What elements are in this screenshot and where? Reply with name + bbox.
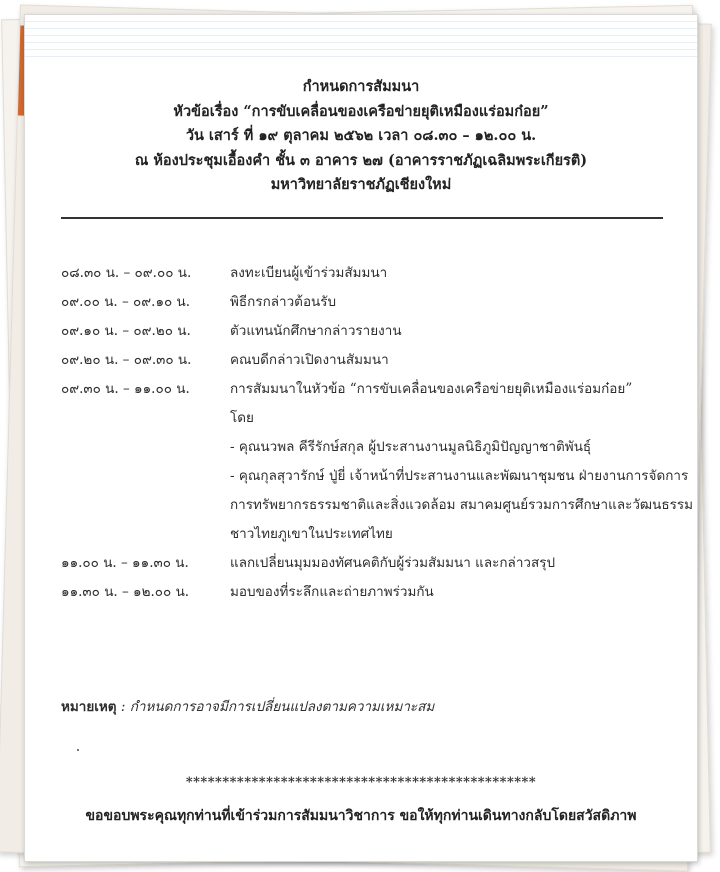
speaker-line: - คุณนวพล คีรีรักษ์สกุล ผู้ประสานงานมูลนิธิภูมิปัญญาชาติพันธุ์ xyxy=(230,439,592,455)
remark xyxy=(61,695,434,717)
schedule-time: ๑๑.๐๐ น. – ๑๑.๓๐ น. xyxy=(61,555,189,571)
schedule-time: ๐๘.๓๐ น. – ๐๙.๐๐ น. xyxy=(61,265,192,281)
schedule-time: ๐๙.๓๐ น. – ๑๑.๐๐ น. xyxy=(61,381,190,397)
schedule-row xyxy=(61,317,686,346)
activity-line: ตัวแทนนักศึกษากล่าวรายงาน xyxy=(230,323,402,339)
activity-line: แลกเปลี่ยนมุมมองทัศนคติกับผู้ร่วมสัมมนา และกล่าวสรุป xyxy=(230,555,556,571)
speaker-line: การทรัพยากรธรรมชาติและสิ่งแวดล้อม สมาคมศูนย์รวมการศึกษาและวัฒนธรรม xyxy=(230,497,693,513)
schedule-activity xyxy=(230,259,686,288)
schedule-activity xyxy=(230,578,686,607)
activity-line: โดย xyxy=(230,410,254,426)
schedule-activity xyxy=(230,346,686,375)
schedule-row xyxy=(61,259,686,288)
schedule-list xyxy=(61,259,693,607)
document-page xyxy=(24,14,698,862)
document-header xyxy=(25,75,697,198)
schedule-time: ๑๑.๓๐ น. – ๑๒.๐๐ น. xyxy=(61,584,190,600)
header-university: มหาวิทยาลัยราชภัฏเชียงใหม่ xyxy=(270,176,452,193)
remark-text: : กำหนดการอาจมีการเปลี่ยนแปลงตามความเหมาะสม xyxy=(116,699,435,715)
speaker-line: - คุณกุลสุวารักษ์ ปู่ยี่ เจ้าหน้าที่ประสานงานและพัฒนาชุมชน ฝ่ายงานการจัดการ xyxy=(230,468,689,484)
schedule-activity xyxy=(230,317,686,346)
header-divider xyxy=(61,217,663,219)
remark-label: หมายเหตุ xyxy=(61,699,117,715)
schedule-row xyxy=(61,375,693,549)
header-topic: หัวข้อเรื่อง “การขับเคลื่อนของเครือข่ายยุติเหมืองแร่อมก๋อย” xyxy=(173,102,549,120)
header-title: กำหนดการสัมมนา xyxy=(302,78,420,95)
speaker-line: ชาวไทยภูเขาในประเทศไทย xyxy=(230,526,393,542)
activity-line: ลงทะเบียนผู้เข้าร่วมสัมมนา xyxy=(230,265,388,281)
closing-message: ขอขอบพระคุณทุกท่านที่เข้าร่วมการสัมมนาวิชาการ ขอให้ทุกท่านเดินทางกลับโดยสวัสดิภาพ xyxy=(85,808,637,824)
page-top-lines xyxy=(25,15,697,61)
header-date: วัน เสาร์ ที่ ๑๙ ตุลาคม ๒๕๖๒ เวลา ๐๘.๓๐ – ๑๒.๐๐ น. xyxy=(185,127,537,144)
star-separator: ************************************************ xyxy=(185,775,537,790)
schedule-activity xyxy=(230,549,686,578)
schedule-time: ๐๙.๐๐ น. – ๐๙.๑๐ น. xyxy=(61,294,191,310)
activity-line: การสัมมนาในหัวข้อ “การขับเคลื่อนของเครือข่ายยุติเหมืองแร่อมก๋อย” xyxy=(230,381,633,397)
paper-speck xyxy=(77,749,79,751)
schedule-row xyxy=(61,549,686,578)
activity-line: คณบดีกล่าวเปิดงานสัมมนา xyxy=(230,352,389,368)
activity-line: มอบของที่ระลึกและถ่ายภาพร่วมกัน xyxy=(230,584,434,600)
schedule-row xyxy=(61,288,686,317)
header-venue: ณ ห้องประชุมเอื้องคำ ชั้น ๓ อาคาร ๒๗ (อาคารราชภัฏเฉลิมพระเกียรติ) xyxy=(134,151,588,169)
schedule-time: ๐๙.๒๐ น. – ๐๙.๓๐ น. xyxy=(61,352,192,368)
schedule-row xyxy=(61,578,686,607)
schedule-row xyxy=(61,346,686,375)
schedule-activity xyxy=(230,288,686,317)
activity-line: พิธีกรกล่าวต้อนรับ xyxy=(230,294,337,310)
schedule-activity xyxy=(230,375,693,549)
schedule-time: ๐๙.๑๐ น. – ๐๙.๒๐ น. xyxy=(61,323,191,339)
